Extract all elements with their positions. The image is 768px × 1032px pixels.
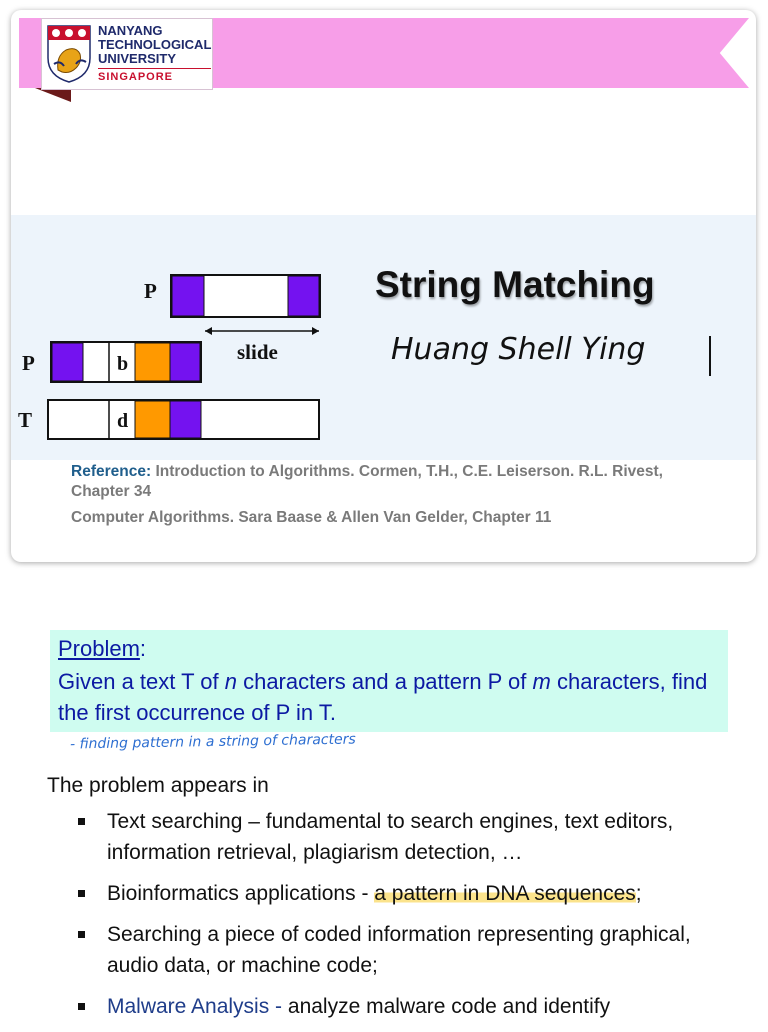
problem-heading [58, 636, 146, 662]
slide-arrow-head-left [205, 327, 212, 335]
problem-heading-colon: : [139, 636, 147, 661]
handwritten-note: - finding pattern in a string of characters [69, 731, 356, 753]
references [71, 462, 691, 528]
label-t: T [18, 408, 33, 432]
var-m: m [532, 669, 551, 694]
bullet-4-label: Malware Analysis - [107, 995, 288, 1018]
applications-list [70, 806, 730, 1032]
text-cursor [709, 336, 711, 376]
title-slide [11, 10, 756, 562]
reference-label: Reference: [71, 463, 152, 480]
pattern-mid-cell-orange [135, 343, 170, 381]
cell-b: b [117, 353, 129, 375]
bullet-2-pre: Bioinformatics applications - [107, 882, 375, 905]
logo-line-technological: TECHNOLOGICAL [98, 37, 212, 52]
text-cell-orange [135, 401, 170, 438]
crest-icon [46, 24, 92, 84]
slide-label: slide [237, 340, 278, 364]
list-item-coded-information [70, 919, 730, 981]
appears-intro: The problem appears in [47, 774, 269, 797]
list-item-text-searching [70, 806, 730, 868]
list-item-bioinformatics [70, 878, 730, 909]
problem-heading-text: Problem [58, 636, 140, 661]
slide-arrow-head-right [312, 327, 319, 335]
list-item-malware [70, 991, 730, 1022]
banner-fold [35, 88, 71, 102]
reference-1: Introduction to Algorithms. Cormen, T.H., C.E. Leiserson. R.L. Rivest, Chapter 34 [71, 463, 663, 500]
logo-line-university: UNIVERSITY [98, 51, 177, 66]
pattern-top-cell-left [172, 276, 204, 316]
slide-title: String Matching [375, 264, 655, 305]
logo-line-singapore: SINGAPORE [98, 68, 211, 84]
ntu-logo [41, 18, 213, 90]
text-cell-purple [170, 401, 201, 438]
cell-d: d [117, 410, 129, 432]
var-n: n [224, 669, 237, 694]
pattern-mid-cell-purple [170, 343, 200, 381]
problem-text-3: characters, find the first occurrence of P in T. [58, 669, 708, 725]
bullet-4-text: analyze malware code and identify [287, 995, 611, 1018]
problem-statement [58, 666, 718, 728]
bullet-2-highlight: a pattern in DNA sequences [374, 882, 636, 905]
pattern-mid-cell-1 [52, 343, 83, 381]
pattern-top-cell-right [288, 276, 319, 316]
reference-2: Computer Algorithms. Sara Baase & Allen Van Gelder, Chapter 11 [71, 509, 552, 526]
label-p-mid: P [22, 351, 35, 375]
label-p-top: P [144, 279, 157, 303]
author-name: Huang Shell Ying [391, 332, 646, 367]
bullet-2-post: ; [635, 882, 642, 905]
bullet-3-text: Searching a piece of coded information representing graphical, audio data, or machine code; [107, 923, 691, 977]
problem-text-2: characters and a pattern P of [236, 669, 533, 694]
problem-text-1: Given a text T of [58, 669, 225, 694]
string-matching-diagram [11, 215, 371, 460]
logo-line-nanyang: NANYANG [98, 23, 163, 38]
bullet-1-text: Text searching – fundamental to search engines, text editors, information retrieval, plagiarism detection, … [107, 810, 674, 864]
